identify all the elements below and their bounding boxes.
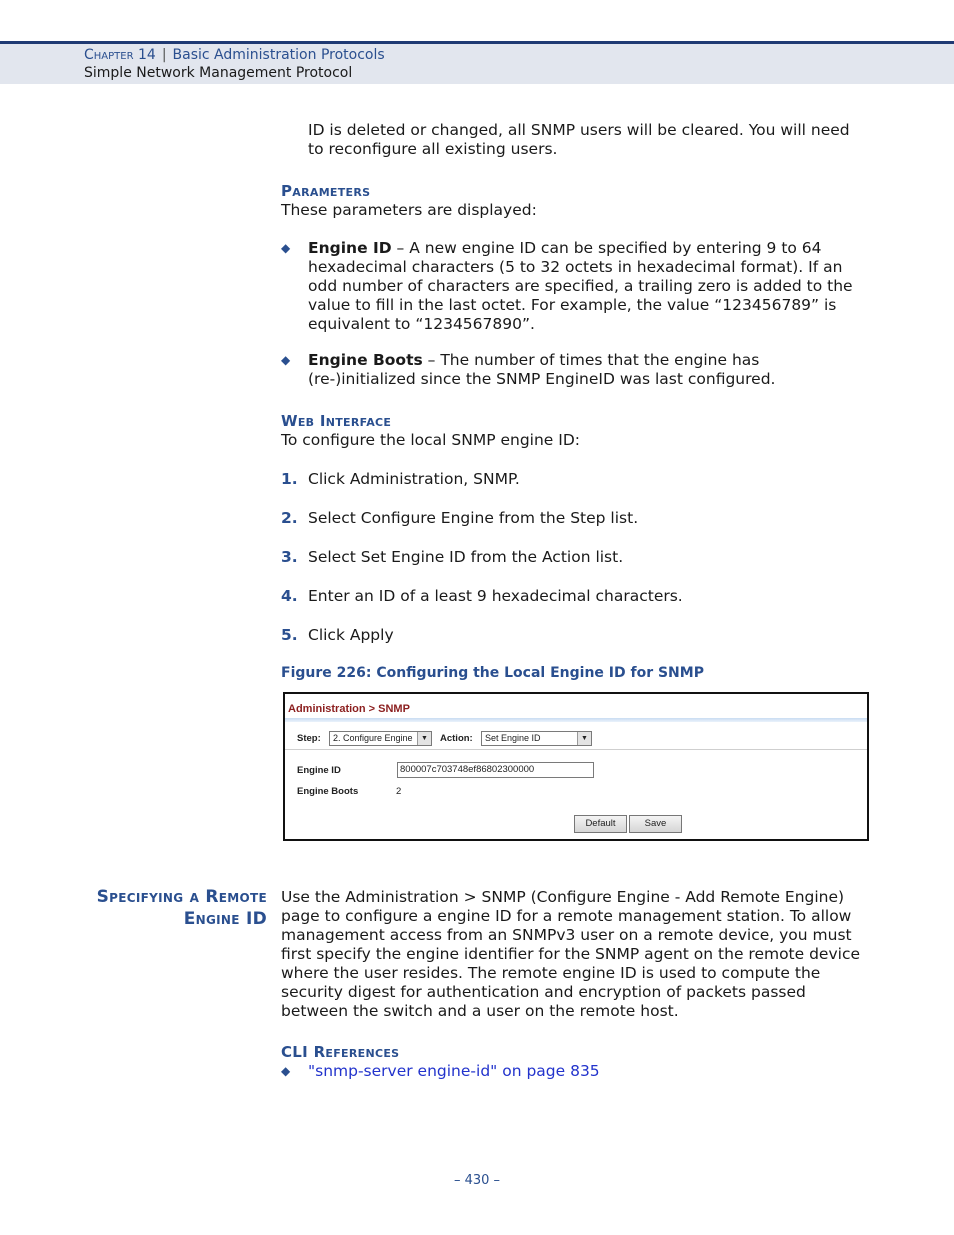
engine-boots-value: 2 (396, 786, 402, 797)
step-text: Click Administration, SNMP. (308, 470, 520, 488)
section-title: Simple Network Management Protocol (84, 65, 353, 81)
param-term: Engine ID (308, 239, 392, 257)
step-number: 2. (281, 509, 298, 527)
page-number: – 430 – (453, 1173, 501, 1188)
engine-boots-label: Engine Boots (297, 786, 359, 797)
step-text: Click Apply (308, 626, 394, 644)
bullet-icon: ◆ (281, 353, 291, 367)
figure-screenshot (283, 692, 869, 841)
step-select[interactable] (329, 731, 432, 746)
parameters-intro: These parameters are displayed: (281, 201, 537, 219)
remote-heading-line2: Engine ID (183, 909, 267, 929)
step-number: 4. (281, 587, 298, 605)
parameters-heading: Parameters (281, 182, 371, 200)
engine-id-input[interactable]: 800007c703748ef86802300000 (397, 762, 594, 778)
step-text: Select Configure Engine from the Step list. (308, 509, 639, 527)
default-button[interactable]: Default (574, 815, 627, 833)
step-select-value: 2. Configure Engine (333, 733, 413, 743)
remote-engine-heading (60, 886, 267, 930)
action-label: Action: (440, 733, 473, 744)
remote-heading-line1: Specifying a Remote (96, 887, 267, 907)
web-interface-intro: To configure the local SNMP engine ID: (281, 431, 581, 449)
title-underline-bar (285, 718, 867, 722)
divider (285, 749, 867, 750)
save-button[interactable]: Save (629, 815, 682, 833)
step-text: Select Set Engine ID from the Action list. (308, 548, 624, 566)
param-desc: – A new engine ID can be specified by entering 9 to 64 hexadecimal characters (5 to 32 octets in hexadecimal format). If an odd number of characters are specified, a trailing zero is added to the value to fill in the last octet. For example, the value “123456789” is equivalent to “1234567890”. (308, 239, 853, 333)
bullet-icon: ◆ (281, 241, 291, 255)
cli-references-heading: CLI References (281, 1043, 400, 1061)
chapter-title: Basic Administration Protocols (172, 47, 385, 63)
page-header (0, 41, 954, 84)
intro-paragraph: ID is deleted or changed, all SNMP users will be cleared. You will need to reconfigure all existing users. (308, 121, 850, 158)
action-select-value: Set Engine ID (485, 733, 541, 743)
param-engine-id (308, 239, 864, 334)
chevron-down-icon[interactable]: ▼ (577, 732, 591, 745)
cli-reference-link[interactable]: "snmp-server engine-id" on page 835 (308, 1062, 600, 1080)
web-interface-heading: Web Interface (281, 412, 392, 430)
param-term: Engine Boots (308, 351, 423, 369)
step-label: Step: (297, 733, 321, 744)
action-select[interactable] (481, 731, 592, 746)
step-text: Enter an ID of a least 9 hexadecimal characters. (308, 587, 683, 605)
param-desc: – The number of times that the engine has (re-)initialized since the SNMP EngineID was last configured. (308, 351, 776, 388)
figure-caption: Figure 226: Configuring the Local Engine ID for SNMP (281, 665, 704, 681)
step-number: 1. (281, 470, 298, 488)
header-chapter-line (84, 47, 385, 63)
engine-id-label: Engine ID (297, 765, 341, 776)
figure-page-title: Administration > SNMP (288, 703, 410, 715)
remote-engine-body: Use the Administration > SNMP (Configure Engine - Add Remote Engine) page to configure a engine ID for a remote management station. To allow management access from an SNMPv3 user on a remote device, you must first specify the engine identifier for the SNMP agent on the remote device where the user resides. The remote engine ID is used to compute the security digest for authentication and encryption of packets passed between the switch and a user on the remote host. (281, 888, 861, 1020)
param-engine-boots (308, 351, 808, 389)
header-separator: | (161, 47, 167, 63)
chevron-down-icon[interactable]: ▼ (417, 732, 431, 745)
step-number: 3. (281, 548, 298, 566)
chapter-label: Chapter 14 (84, 47, 156, 63)
step-number: 5. (281, 626, 298, 644)
bullet-icon: ◆ (281, 1064, 291, 1078)
